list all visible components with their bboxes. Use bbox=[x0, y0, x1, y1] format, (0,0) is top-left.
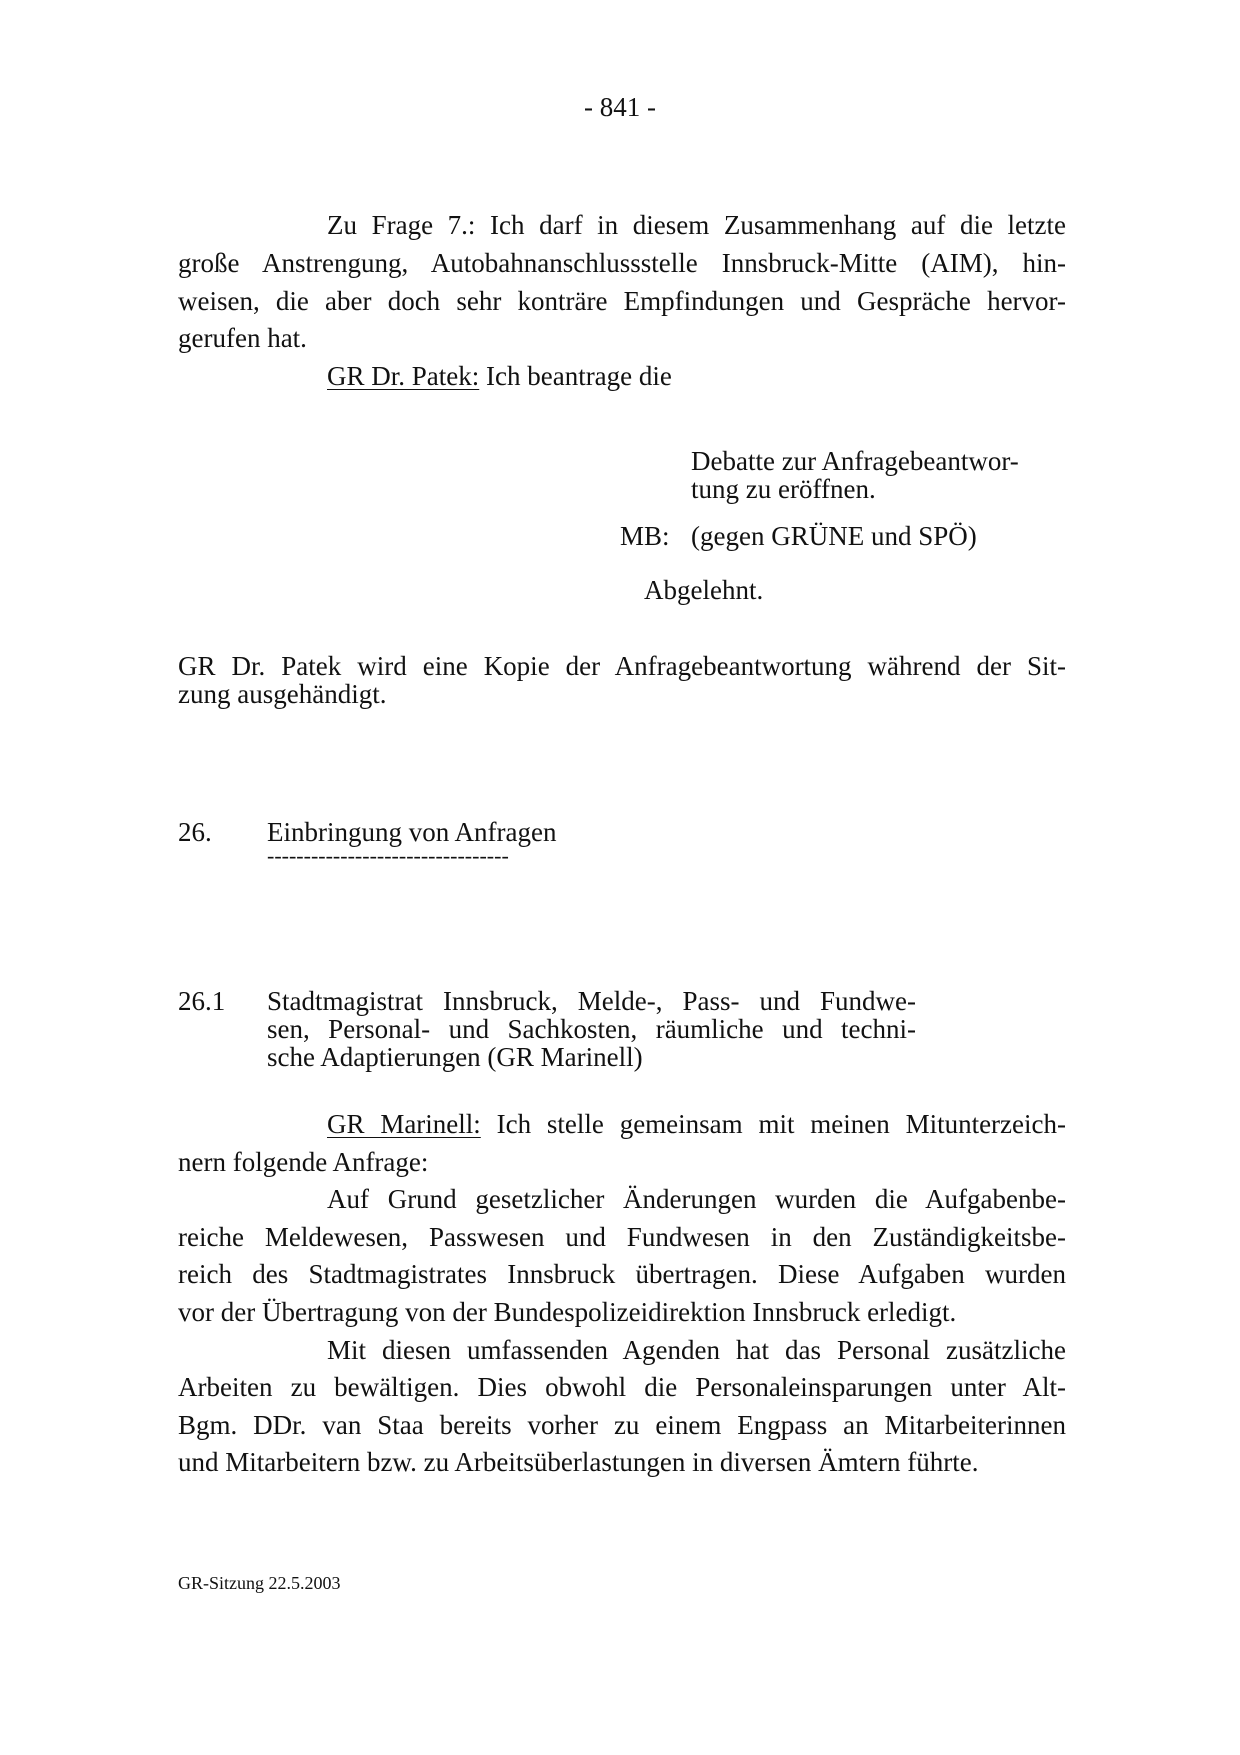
answer-q7-line-2: große Anstrengung, Autobahnanschlussstelle Innsbruck-Mitte (AIM), hin- bbox=[178, 248, 1066, 278]
marinell-p2-line-4: und Mitarbeitern bzw. zu Arbeitsüberlastungen in diversen Ämtern führte. bbox=[178, 1447, 979, 1477]
vote-text: (gegen GRÜNE und SPÖ) bbox=[691, 521, 977, 551]
answer-q7-line-3: weisen, die aber doch sehr konträre Empfindungen und Gespräche hervor- bbox=[178, 286, 1066, 316]
marinell-p1-line-4: vor der Übertragung von der Bundespolizeidirektion Innsbruck erledigt. bbox=[178, 1297, 957, 1327]
answer-q7-line-4: gerufen hat. bbox=[178, 323, 307, 353]
marinell-intro-line-1 bbox=[327, 1106, 1066, 1143]
copy-note-line-2: zung ausgehändigt. bbox=[178, 679, 387, 709]
motion-line bbox=[327, 358, 1215, 395]
motion-text: Ich beantrage die bbox=[479, 361, 672, 391]
marinell-p2-line-2: Arbeiten zu bewältigen. Dies obwohl die Personaleinsparungen unter Alt- bbox=[178, 1372, 1066, 1402]
section-26-1-title-line-2: sen, Personal- und Sachkosten, räumliche und techni- bbox=[267, 1014, 916, 1044]
marinell-p1-line-2: reiche Meldewesen, Passwesen und Fundwesen in den Zuständigkeitsbe- bbox=[178, 1222, 1066, 1252]
section-26-1-title-line-3: sche Adaptierungen (GR Marinell) bbox=[267, 1042, 643, 1072]
motion-speaker: GR Dr. Patek: bbox=[327, 361, 480, 391]
footer: GR-Sitzung 22.5.2003 bbox=[178, 1573, 341, 1593]
copy-note-line-1: GR Dr. Patek wird eine Kopie der Anfragebeantwortung während der Sit- bbox=[178, 651, 1066, 681]
vote-label: MB: bbox=[620, 521, 670, 551]
section-26-1-number: 26.1 bbox=[178, 986, 226, 1016]
marinell-p1-line-1: Auf Grund gesetzlicher Änderungen wurden die Aufgabenbe- bbox=[327, 1184, 1066, 1214]
section-26-1-title-line-1: Stadtmagistrat Innsbruck, Melde-, Pass- und Fundwe- bbox=[267, 986, 916, 1016]
answer-q7-line-1: Zu Frage 7.: Ich darf in diesem Zusammenhang auf die letzte bbox=[327, 210, 1066, 240]
proposal-line-1: Debatte zur Anfragebeantwor- bbox=[691, 446, 1019, 476]
vote-result: Abgelehnt. bbox=[644, 575, 764, 605]
section-26-number: 26. bbox=[178, 817, 212, 847]
marinell-intro-text: Ich stelle gemeinsam mit meinen Mitunterzeich- bbox=[480, 1109, 1066, 1139]
section-26-rule: --------------------------------- bbox=[267, 843, 509, 868]
section-26-title: Einbringung von Anfragen bbox=[267, 817, 557, 847]
marinell-p2-line-1: Mit diesen umfassenden Agenden hat das Personal zusätzliche bbox=[327, 1335, 1066, 1365]
marinell-p1-line-3: reich des Stadtmagistrates Innsbruck übertragen. Diese Aufgaben wurden bbox=[178, 1259, 1066, 1289]
marinell-intro-line-2: nern folgende Anfrage: bbox=[178, 1147, 429, 1177]
marinell-p2-line-3: Bgm. DDr. van Staa bereits vorher zu einem Engpass an Mitarbeiterinnen bbox=[178, 1410, 1066, 1440]
marinell-speaker: GR Marinell: bbox=[327, 1109, 481, 1139]
page-number: - 841 - bbox=[584, 92, 656, 122]
proposal-line-2: tung zu eröffnen. bbox=[691, 474, 876, 504]
